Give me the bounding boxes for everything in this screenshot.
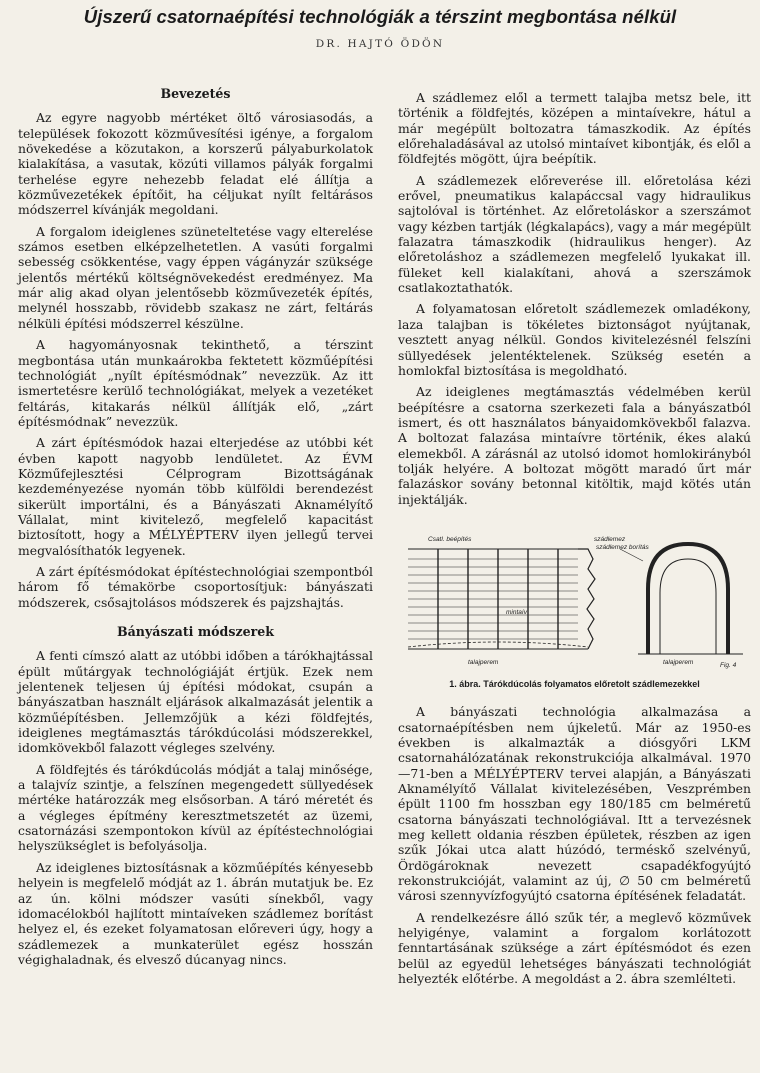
- label-bottom: talajperem: [468, 658, 499, 666]
- paragraph: A bányászati technológia alkalmazása a csatornaépítésben nem újkeletű. Már az 1950-es években is alkalmazták a diósgyőri LKM csatornahálózatának rekonstrukciója alkalmával. 1970—71-ben a MÉLYÉPTERV tervei alapján, a Bányászati Aknamélyítő Vállalat kivitelezésében, Veszprémben épült 1100 fm hosszban egy 180/185 cm belméretű csatorna bányászati technológiával. Itt a tervezésnek meg kellett oldania részben épületek, részben az igen szűk Jókai utca alatt húzódó, terméskő szelvényű, Ördögároknak nevezett csapadékfogyújtó rekonstrukcióját, valamint az új, ∅ 50 cm belméretű városi szennyvízfogyújtó csatorna építésének feladatát.: [398, 704, 751, 904]
- label-bottom-right: talajperem: [663, 658, 694, 666]
- paragraph: Az ideiglenes megtámasztás védelmében kerül beépítésre a csatorna szerkezeti fala a bányászatból ismert, és ott használatos bányaidomkövekből falazva. A boltozat falazása mintaívre történik, ékes alakú elemekből. A zárásnál az utolsó idomot homlokirányból tolják helyére. A boltozat mögött maradó űrt már falazáskor sovány betonnal kitöltik, majd kötés után injektálják.: [398, 384, 751, 507]
- label-shield: szádlemez: [594, 535, 626, 543]
- article-title: Újszerű csatornaépítési technológiák a térszint megbontása nélkül: [83, 6, 677, 27]
- section-heading-introduction: Bevezetés: [160, 86, 231, 101]
- label-figure-number: Fig. 4: [720, 661, 737, 669]
- label-top-left: Csatl. beépítés: [428, 535, 472, 543]
- right-column: [398, 90, 751, 992]
- longitudinal-section: [408, 549, 595, 649]
- arch-inner: [660, 559, 716, 654]
- paragraph: Az ideiglenes biztosításnak a közműépítés kényesebb helyein is megfelelő módját az 1. ábrán mutatjuk be. Ez az ún. kölni módszer vasúti sínekből, vagy idomacélokból hajlított mintaíveken szádlemez borítást helyez el, és ezeket folyamatosan előreveri úgy, hogy a szádlemezek a munkaterület egész hosszán végighaladnak, és elvesző dúcanyag nincs.: [18, 859, 373, 967]
- section-heading-mining-methods: Bányászati módszerek: [117, 624, 274, 639]
- paragraph: A földfejtés és tárókdúcolás módját a talaj minősége, a talajvíz szintje, a felszínen megengedett süllyedések mértéke határozzák meg elsősorban. A táró méretét és a végleges építmény keresztmetszetét az üzemi, csatornázási szempontokon kívül az építéstechnológiai helyszükséglet is befolyásolja.: [18, 761, 373, 854]
- paragraph: A hagyományosnak tekinthető, a térszint megbontása után munkaárokba fektetett közműépítési technológiát „nyílt építésmódnak” nevezzük. Az itt ismertetésre kerülő technológiákat, melyek a vezetéket feltárás, kitakarás nélkül állítják elő, „zárt építésmódnak” nevezzük.: [18, 337, 373, 429]
- paragraph: A rendelkezésre álló szűk tér, a meglevő közművek helyigénye, valamint a forgalom korlátozott fenntartásának szüksége a zárt építésmódot és ezen belül az egyedül lehetséges bányászati technológiát helyezték előtérbe. A megoldást a 2. ábra szemlélteti.: [398, 909, 751, 987]
- paragraph: A folyamatosan előretolt szádlemezek omladékony, laza talajban is tökéletes biztonságot nyújtanak, vesztett anyag nélkül. Gondos kivitelezésnél felszíni süllyedések jelentéktelenek. Szükség esetén a homlokfal biztosítása is megoldható.: [398, 301, 751, 378]
- excavation-face: [578, 549, 595, 649]
- article-author: DR. HAJTÓ ÖDÖN: [315, 38, 445, 50]
- left-column: [18, 86, 373, 973]
- paragraph: A szádlemez elől a termett talajba metsz bele, itt történik a földfejtés, középen a mintaívekre, hátul a már megépült boltozatra támaszkodik. Az építés előrehaladásával az utolsó mintaívet kibontják, és elől a földfejtés mögött, újra beépítik.: [398, 90, 751, 167]
- paragraph: A szádlemezek előreverése ill. előretolása kézi erővel, pneumatikus kalapáccsal vagy hidraulikus sajtolóval is történhet. Az előretoláskor a szerszámot vagy kézben tartják (légkalapács), vagy a már megépült falazatra támaszkodik (hidraulikus henger). Az előretoláshoz a szádlemezen megfelelő lyukakat ill. füleket kell kialakítani, ahová a szerszámok csatlakoztathatók.: [398, 172, 751, 296]
- paragraph: A fenti címszó alatt az utóbbi időben a tárókhajtással épült műtárgyak technológiáját értjük. Ezek nem jelentenek teljesen új építési módokat, csupán a bányászatban használt eljárások alkalmazását jelentik a közműépítésben. Jellemzőjük a kézi földfejtés, ideiglenes megtámasztás tárókdúcolási módszerekkel, idomkövekből falazott végleges szelvény.: [18, 648, 373, 756]
- label-right: szádlemez borítás: [596, 543, 649, 551]
- paragraph: A zárt építésmódokat építéstechnológiai szempontból három fő témakörbe csoportosítjuk: bányászati módszerek, csősajtolásos módszerek és pajzshajtás.: [18, 563, 373, 610]
- tunnel-diagram-svg: [398, 519, 751, 669]
- paragraph: A zárt építésmódok hazai elterjedése az utóbbi két évben kapott nagyobb lendületet. Az ÉVM Közműfejlesztési Célprogram Bizottságának kezdeményezése nyomán több külföldi berendezést sikerült importálni, és a Bányászati Aknamélyítő Vállalat, mint kivitelező, megfelelő kapacitást biztosított, hogy a MÉLYÉPTERV ilyen jellegű tervei megvalósíthatók legyenek.: [18, 435, 373, 558]
- label-middle: mintaív: [506, 608, 527, 616]
- paragraph: Az egyre nagyobb mértéket öltő városiasodás, a települések fokozott közművesítési igénye, a forgalom növekedése a közutakon, a korszerű pályaburkolatok kialakítása, a vasutak, közúti villamos pályák forgalmi terhelése egyre nehezebb feladat elé állítja a közművezetékek építőit, ha céljukat nyílt feltárásos módszerrel kívánják megoldani.: [18, 110, 373, 218]
- figure-1-tunnel-diagram: [398, 519, 751, 669]
- figure-caption: 1. ábra. Tárókdúcolás folyamatos előretolt szádlemezekkel: [449, 678, 700, 689]
- paragraph: A forgalom ideiglenes szüneteltetése vagy elterelése számos esetben elképzelhetetlen. A vasúti forgalmi sebesség csökkentése, vagy éppen vágányzár szüksége jelentős mértékű költségnövekedést eredményez. Ma már alig akad olyan jelentősebb közművezeték építés, melynél hosszabb, rövidebb szakasz ne zárt, feltárás nélküli építési módszerrel készülne.: [18, 223, 373, 331]
- cross-section: [620, 544, 743, 654]
- timbering-lines: [408, 559, 578, 639]
